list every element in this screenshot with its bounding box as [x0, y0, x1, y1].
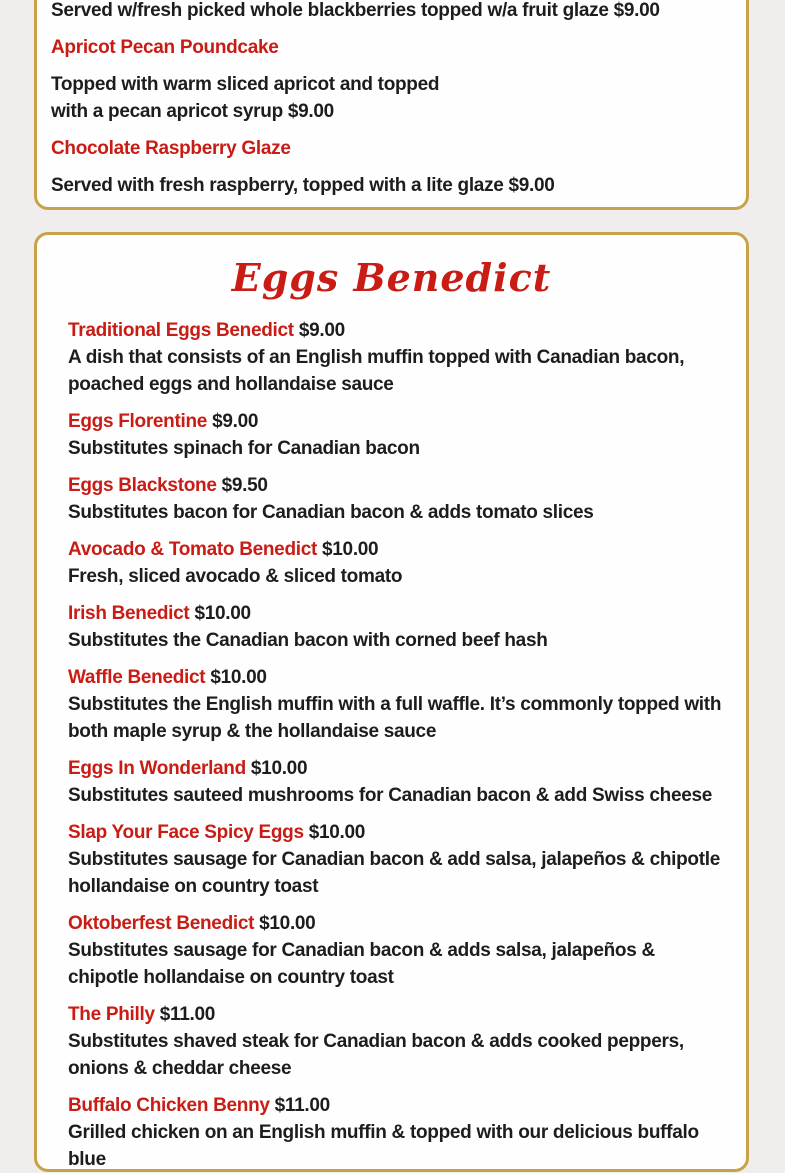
item-name: Eggs Blackstone: [68, 475, 217, 496]
eggs-benedict-card: [34, 232, 749, 1172]
item-name: Chocolate Raspberry Glaze: [51, 138, 291, 159]
menu-item: [68, 317, 728, 398]
menu-item: [68, 536, 728, 590]
item-price: $11.00: [159, 1004, 215, 1025]
item-description: Substitutes shaved steak for Canadian bacon & adds cooked peppers, onions & cheddar cheese: [68, 1031, 684, 1079]
item-name: Waffle Benedict: [68, 667, 206, 688]
menu-item: [68, 1092, 728, 1173]
item-description: Substitutes the English muffin with a full waffle. It’s commonly topped with both maple syrup & the hollandaise sauce: [68, 694, 722, 742]
menu-item: [68, 819, 728, 900]
item-name: The Philly: [68, 1004, 155, 1025]
item-name: Apricot Pecan Poundcake: [51, 37, 279, 58]
item-name: Oktoberfest Benedict: [68, 913, 255, 934]
item-description: Fresh, sliced avocado & sliced tomato: [68, 566, 403, 587]
menu-item: [68, 755, 728, 809]
item-price: $10.00: [308, 822, 366, 843]
item-price: $10.00: [250, 758, 308, 779]
item-description: Served with fresh raspberry, topped with a lite glaze $9.00: [51, 175, 555, 196]
item-description: Substitutes sauteed mushrooms for Canadian bacon & add Swiss cheese: [68, 785, 713, 806]
section-title: Eggs Benedict: [231, 255, 552, 300]
item-price: $9.00: [298, 320, 345, 341]
item-description: Grilled chicken on an English muffin & topped with our delicious buffalo blue: [68, 1122, 699, 1170]
item-price: $10.00: [210, 667, 267, 688]
item-price: $9.00: [212, 411, 259, 432]
item-name: Traditional Eggs Benedict: [68, 320, 294, 341]
item-price: $9.50: [221, 475, 268, 496]
menu-item: [68, 472, 728, 526]
item-description: Substitutes spinach for Canadian bacon: [68, 438, 420, 459]
item-price: $10.00: [322, 539, 379, 560]
item-name: Eggs Florentine: [68, 411, 208, 432]
item-price: $10.00: [259, 913, 316, 934]
item-description: Substitutes bacon for Canadian bacon & adds tomato slices: [68, 502, 594, 523]
item-description: Substitutes sausage for Canadian bacon & adds salsa, jalapeños & chipotle hollandaise on country toast: [68, 940, 655, 988]
item-name: Slap Your Face Spicy Eggs: [68, 822, 304, 843]
item-description: with a pecan apricot syrup $9.00: [51, 101, 334, 122]
item-price: $11.00: [274, 1095, 330, 1116]
item-description: Served w/fresh picked whole blackberries topped w/a fruit glaze $9.00: [51, 0, 660, 21]
item-name: Avocado & Tomato Benedict: [68, 539, 318, 560]
item-price: $10.00: [194, 603, 251, 624]
item-description: Substitutes sausage for Canadian bacon & add salsa, jalapeños & chipotle hollandaise on country toast: [68, 849, 721, 897]
dessert-menu-card: [34, 0, 749, 210]
item-description: Topped with warm sliced apricot and topped: [51, 74, 440, 95]
item-name: Eggs In Wonderland: [68, 758, 246, 779]
item-description: A dish that consists of an English muffin topped with Canadian bacon, poached eggs and hollandaise sauce: [68, 347, 685, 395]
menu-item: [68, 910, 728, 991]
item-name: Irish Benedict: [68, 603, 190, 624]
item-name: Buffalo Chicken Benny: [68, 1095, 270, 1116]
menu-item: [68, 1001, 728, 1082]
menu-item: [68, 408, 728, 462]
menu-item: [68, 600, 728, 654]
item-description: Substitutes the Canadian bacon with corned beef hash: [68, 630, 548, 651]
menu-item: [68, 664, 728, 745]
